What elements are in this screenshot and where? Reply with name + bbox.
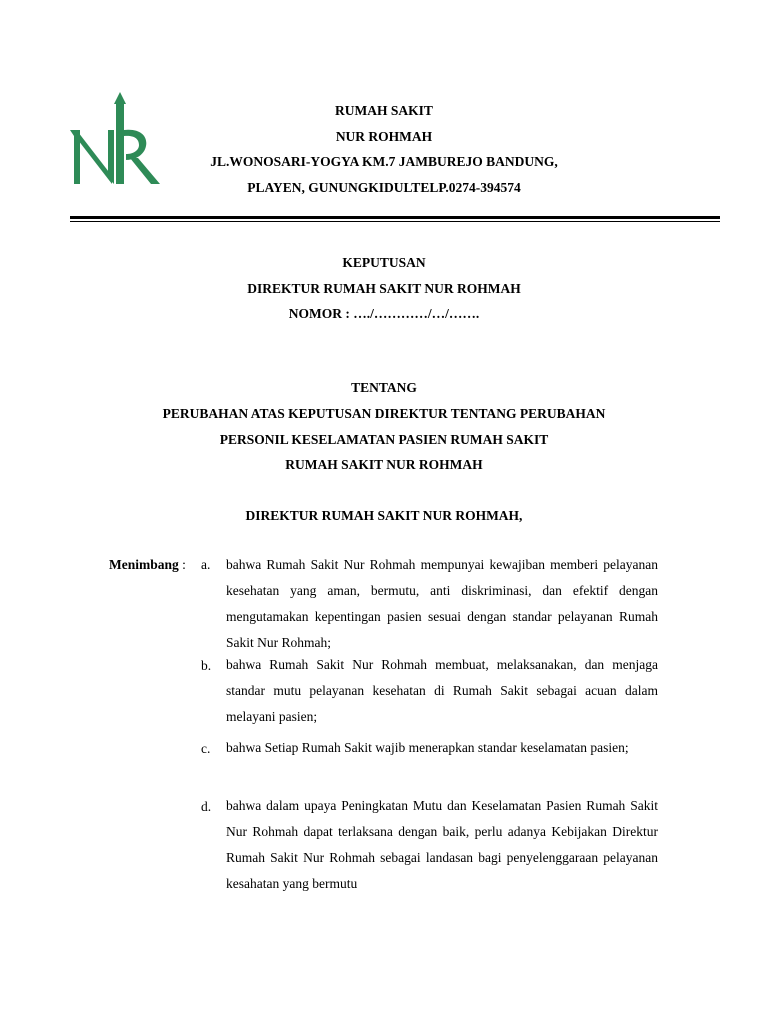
considering-item-b: bahwa Rumah Sakit Nur Rohmah membuat, melaksanakan, dan menjaga standar mutu pelayanan kesehatan di Rumah Sakit sebagai acuan dalam melayani pasien; <box>226 657 658 724</box>
header-divider-thick <box>70 216 720 219</box>
header-divider-thin <box>70 221 720 222</box>
subject-heading: TENTANG <box>351 380 417 395</box>
decision-title: KEPUTUSAN <box>342 255 426 270</box>
item-marker-b: b. <box>201 658 212 673</box>
subject-line2: PERSONIL KESELAMATAN PASIEN RUMAH SAKIT <box>219 432 549 447</box>
considering-separator: : <box>178 557 186 572</box>
item-marker-d: d. <box>201 799 212 814</box>
decision-number: NOMOR : …./…………/…/……. <box>288 306 480 321</box>
considering-item-c: bahwa Setiap Rumah Sakit wajib menerapkan standar keselamatan pasien; <box>226 740 629 755</box>
considering-label: Menimbang : <box>109 557 186 572</box>
director-line: DIREKTUR RUMAH SAKIT NUR ROHMAH, <box>245 508 523 523</box>
hospital-name-line2: NUR ROHMAH <box>335 129 433 144</box>
item-marker-c: c. <box>201 741 211 756</box>
subject-line1: PERUBAHAN ATAS KEPUTUSAN DIREKTUR TENTANG PERUBAHAN <box>162 406 606 421</box>
considering-item-d: bahwa dalam upaya Peningkatan Mutu dan Keselamatan Pasien Rumah Sakit Nur Rohmah dapat terlaksana dengan baik, perlu adanya Kebijakan Direktur Rumah Sakit Nur Rohmah sebagai landasan bagi penyelenggaraan pelayanan kesahatan yang bermutu <box>226 798 658 891</box>
hospital-name-line1: RUMAH SAKIT <box>335 103 433 118</box>
hospital-address-line2: PLAYEN, GUNUNGKIDULTELP.0274-394574 <box>247 180 521 195</box>
considering-item-a: bahwa Rumah Sakit Nur Rohmah mempunyai kewajiban memberi pelayanan kesehatan yang aman, bermutu, anti diskriminasi, dan efektif dengan mengutamakan kepentingan pasien sesuai dengan standar pelayanan Rumah Sakit Nur Rohmah; <box>226 557 658 650</box>
item-marker-a: a. <box>201 557 211 572</box>
decision-issuer: DIREKTUR RUMAH SAKIT NUR ROHMAH <box>247 281 521 296</box>
subject-line3: RUMAH SAKIT NUR ROHMAH <box>285 457 483 472</box>
hospital-address-line1: JL.WONOSARI-YOGYA KM.7 JAMBUREJO BANDUNG, <box>210 154 558 169</box>
